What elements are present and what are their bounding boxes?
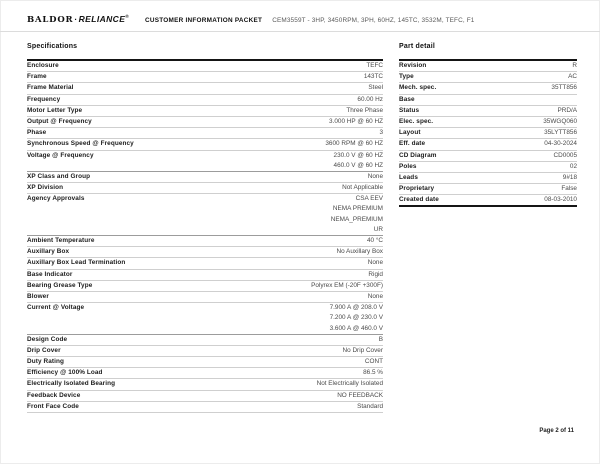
row-label: Motor Letter Type xyxy=(27,106,83,114)
row-value: 7.200 A @ 230.0 V xyxy=(329,314,383,322)
row-label: Created date xyxy=(399,196,439,204)
table-row xyxy=(27,236,383,247)
row-label: Layout xyxy=(399,129,421,137)
row-value: NEMA PREMIUM xyxy=(332,205,383,213)
row-label: Frame xyxy=(27,73,47,81)
table-row xyxy=(27,61,383,72)
row-label: Front Face Code xyxy=(27,402,79,410)
row-label: Output @ Frequency xyxy=(27,117,92,125)
table-row-line xyxy=(27,161,383,171)
table-row-line xyxy=(27,236,383,246)
brand-reliance: RELIANCE xyxy=(78,14,126,24)
table-row-line xyxy=(27,172,383,182)
table-row-line xyxy=(27,346,383,356)
table-row-line xyxy=(27,303,383,313)
row-value: 04-30-2024 xyxy=(544,140,577,148)
table-row-line xyxy=(399,95,577,105)
table-row xyxy=(27,247,383,258)
table-row xyxy=(399,184,577,195)
table-row-line xyxy=(27,379,383,389)
row-value: NO FEEDBACK xyxy=(337,391,383,399)
table-row-line xyxy=(27,247,383,257)
table-row xyxy=(399,83,577,94)
table-row xyxy=(27,72,383,83)
row-value: B xyxy=(378,335,383,343)
document-title: CUSTOMER INFORMATION PACKET xyxy=(145,17,263,24)
row-value: No Drip Cover xyxy=(342,346,383,354)
part-detail-section-title: Part detail xyxy=(399,43,436,50)
row-label: Eff. date xyxy=(399,140,426,148)
row-value: AC xyxy=(568,73,577,81)
row-label: Current @ Voltage xyxy=(27,304,85,312)
table-row xyxy=(399,162,577,173)
table-row-line xyxy=(27,391,383,401)
table-row-line xyxy=(27,402,383,412)
row-label: Ambient Temperature xyxy=(27,237,95,244)
row-label: Duty Rating xyxy=(27,358,64,366)
row-value: PRD/A xyxy=(557,106,577,114)
row-value: Not Electrically Isolated xyxy=(316,380,383,388)
table-row-line xyxy=(27,270,383,280)
specifications-table xyxy=(27,59,383,413)
table-row-line xyxy=(27,106,383,116)
table-row xyxy=(27,106,383,117)
row-label: Poles xyxy=(399,162,417,170)
row-label: Proprietary xyxy=(399,185,435,193)
table-row xyxy=(27,194,383,236)
table-row xyxy=(27,270,383,281)
table-row-line xyxy=(27,368,383,378)
table-row-line xyxy=(399,128,577,138)
table-row xyxy=(27,151,383,172)
row-label: Bearing Grease Type xyxy=(27,281,93,289)
table-row xyxy=(27,183,383,194)
table-row-line xyxy=(27,128,383,138)
table-row-line xyxy=(399,195,577,205)
brand-baldor: BALDOR xyxy=(27,15,74,25)
table-row xyxy=(27,292,383,303)
table-row xyxy=(399,151,577,162)
row-value: 3.000 HP @ 60 HZ xyxy=(329,117,383,125)
table-row-line xyxy=(27,335,383,345)
table-row-line xyxy=(27,95,383,105)
row-value: 35WGQ060 xyxy=(543,117,577,125)
row-value: 7.900 A @ 208.0 V xyxy=(329,304,383,312)
row-label: Status xyxy=(399,106,420,114)
table-row xyxy=(27,172,383,183)
table-row-line xyxy=(399,173,577,183)
product-description: CEM3559T - 3HP, 3450RPM, 3PH, 60HZ, 145TC, 3532M, TEFC, F1 xyxy=(272,17,475,24)
row-value: 3.600 A @ 460.0 V xyxy=(329,324,383,332)
table-row-line xyxy=(27,194,383,204)
row-value: CSA EEV xyxy=(355,195,383,203)
row-value: False xyxy=(561,185,577,193)
table-row-line xyxy=(27,117,383,127)
page-number: Page 2 of 11 xyxy=(539,428,574,434)
row-value: TEFC xyxy=(366,62,383,69)
table-row xyxy=(27,95,383,106)
table-row xyxy=(27,83,383,94)
row-label: Base xyxy=(399,95,415,103)
row-value: CONT xyxy=(364,358,383,366)
table-row xyxy=(27,258,383,269)
row-label: Blower xyxy=(27,292,49,300)
table-row-line xyxy=(27,313,383,323)
table-row xyxy=(399,173,577,184)
row-label: Frequency xyxy=(27,95,61,103)
specifications-section-title: Specifications xyxy=(27,43,78,50)
header-divider xyxy=(0,31,600,32)
row-value: 3 xyxy=(379,129,383,137)
row-value: Steel xyxy=(368,84,383,92)
row-value: Not Applicable xyxy=(342,184,383,192)
table-row-line xyxy=(27,61,383,71)
row-label: Synchronous Speed @ Frequency xyxy=(27,140,134,148)
table-row-line xyxy=(27,183,383,193)
table-row-line xyxy=(399,151,577,161)
row-value: 143TC xyxy=(363,73,383,81)
table-row xyxy=(27,357,383,368)
table-row-line xyxy=(27,151,383,161)
table-row-line xyxy=(399,61,577,71)
row-label: Design Code xyxy=(27,335,68,343)
table-row xyxy=(399,195,577,205)
table-row-line xyxy=(27,215,383,225)
registered-trademark-icon: ® xyxy=(125,14,130,20)
row-label: Frame Material xyxy=(27,84,74,92)
table-row xyxy=(27,379,383,390)
row-label: Phase xyxy=(27,129,47,137)
row-label: Auxillary Box xyxy=(27,248,70,256)
row-value: 35LYTT856 xyxy=(544,129,577,137)
page-header xyxy=(27,14,580,25)
table-row xyxy=(27,303,383,335)
table-row-line xyxy=(27,72,383,82)
row-value: 60.00 Hz xyxy=(357,95,383,103)
row-label: Voltage @ Frequency xyxy=(27,151,94,159)
table-row-line xyxy=(399,139,577,149)
row-value: 3600 RPM @ 60 HZ xyxy=(325,140,383,148)
table-row xyxy=(27,368,383,379)
row-label: Efficiency @ 100% Load xyxy=(27,369,103,377)
table-row-line xyxy=(27,258,383,268)
row-value: None xyxy=(367,172,383,180)
table-row-line xyxy=(27,292,383,302)
table-row-line xyxy=(27,83,383,93)
row-value: None xyxy=(367,292,383,300)
row-value: 02 xyxy=(569,162,577,170)
table-row xyxy=(399,95,577,106)
table-row xyxy=(27,346,383,357)
row-value: Standard xyxy=(357,402,383,410)
row-value: 35TT856 xyxy=(551,84,577,92)
table-row-line xyxy=(27,204,383,214)
row-value: Rigid xyxy=(368,270,383,278)
row-value: None xyxy=(367,259,383,267)
row-value: UR xyxy=(373,225,383,233)
table-row-line xyxy=(27,281,383,291)
table-row-line xyxy=(27,225,383,235)
table-row-line xyxy=(27,324,383,334)
row-value: Polyrex EM (-20F +300F) xyxy=(311,281,383,289)
row-label: Type xyxy=(399,73,414,81)
row-value: 40 °C xyxy=(366,237,383,244)
row-value: 460.0 V @ 60 HZ xyxy=(333,161,383,169)
row-label: XP Division xyxy=(27,184,64,192)
row-value: R xyxy=(572,62,577,69)
row-value: CD0005 xyxy=(553,151,577,159)
table-row xyxy=(27,335,383,346)
table-row xyxy=(27,139,383,150)
row-label: Drip Cover xyxy=(27,346,61,354)
table-row xyxy=(27,402,383,413)
row-label: Revision xyxy=(399,62,427,69)
table-row xyxy=(27,117,383,128)
brand-logo xyxy=(27,14,129,25)
row-value: NEMA_PREMIUM xyxy=(330,215,383,223)
row-label: Leads xyxy=(399,173,418,181)
table-row xyxy=(27,128,383,139)
brand-separator-dot: · xyxy=(74,14,78,24)
row-label: Agency Approvals xyxy=(27,195,85,203)
table-row xyxy=(399,117,577,128)
row-label: XP Class and Group xyxy=(27,172,91,180)
row-value: 230.0 V @ 60 HZ xyxy=(333,151,383,159)
table-row-line xyxy=(27,357,383,367)
table-row-line xyxy=(399,106,577,116)
table-row-line xyxy=(399,162,577,172)
table-row-line xyxy=(399,184,577,194)
part-detail-table xyxy=(399,59,577,207)
row-value: 86.5 % xyxy=(363,369,383,377)
table-row xyxy=(27,391,383,402)
row-label: Auxillary Box Lead Termination xyxy=(27,259,126,267)
table-row-line xyxy=(399,117,577,127)
row-label: Elec. spec. xyxy=(399,117,434,125)
row-value: No Auxillary Box xyxy=(336,248,383,256)
row-label: Mech. spec. xyxy=(399,84,437,92)
table-row-line xyxy=(399,83,577,93)
table-row xyxy=(399,61,577,72)
table-row xyxy=(399,72,577,83)
row-value: 9#18 xyxy=(562,173,577,181)
row-value: 08-03-2010 xyxy=(544,196,577,204)
row-value: Three Phase xyxy=(346,106,383,114)
row-label: Base Indicator xyxy=(27,270,73,278)
row-label: CD Diagram xyxy=(399,151,437,159)
row-label: Enclosure xyxy=(27,62,59,69)
table-row xyxy=(399,139,577,150)
table-row xyxy=(399,106,577,117)
row-label: Electrically Isolated Bearing xyxy=(27,380,116,388)
table-row-line xyxy=(27,139,383,149)
table-row xyxy=(27,281,383,292)
table-row-line xyxy=(399,72,577,82)
table-row xyxy=(399,128,577,139)
row-label: Feedback Device xyxy=(27,391,81,399)
